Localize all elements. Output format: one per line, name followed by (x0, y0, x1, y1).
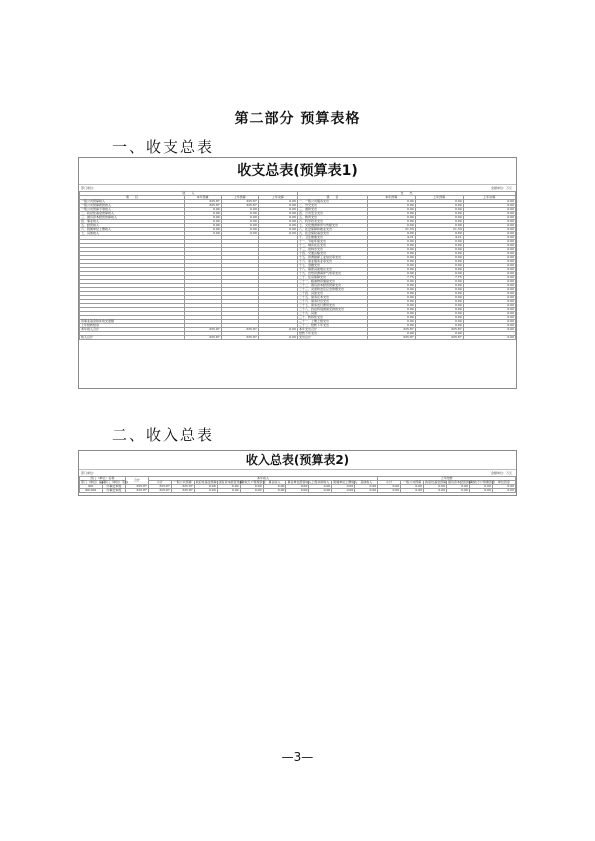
table-cell: 0.00 (367, 268, 415, 272)
table-cell: 0.00 (463, 220, 515, 224)
table-cell: 二十三、灾害防治及应急管理支出 (297, 288, 367, 292)
table-cell: 0.00 (492, 485, 515, 489)
table-cell: 0.00 (367, 256, 415, 260)
group-header: 上年结转 (378, 477, 516, 481)
table-cell: 325.87 (184, 204, 221, 208)
table-cell: 0.00 (217, 489, 240, 493)
table-cell: 0.00 (415, 308, 463, 312)
table-cell: 325.87 (184, 328, 221, 332)
table-cell: 0.00 (463, 284, 515, 288)
table-cell: 0.00 (415, 212, 463, 216)
table-cell: 三、国有资本经营预算收入 (80, 216, 185, 220)
table-cell: 0.00 (221, 228, 258, 232)
table-cell: 0.00 (463, 200, 515, 204)
table-cell: 0.00 (463, 336, 515, 340)
table-cell: 0.00 (463, 252, 515, 256)
table-cell: 0.00 (378, 485, 401, 489)
table-cell: 0.00 (463, 296, 515, 300)
table-cell: 六、科学技术支出 (297, 220, 367, 224)
table-cell: 0.00 (332, 485, 355, 489)
table-cell: 0.00 (367, 216, 415, 220)
table-cell: 六、附属单位上缴收入 (80, 228, 185, 232)
table-cell: 325.87 (415, 328, 463, 332)
table-cell: 0.00 (258, 220, 297, 224)
table-cell: 0.00 (367, 248, 415, 252)
col-header: 部门（单位）名称 (103, 480, 128, 484)
table-cell: 0.00 (367, 220, 415, 224)
col-header: 项 目 (80, 196, 185, 200)
page-number: —3— (281, 750, 314, 764)
amount-unit: 金额单位：万元 (490, 186, 512, 190)
table-cell: 0.00 (463, 288, 515, 292)
table-cell: 0.00 (221, 220, 258, 224)
table-cell: 0.00 (367, 284, 415, 288)
table-cell: 0.00 (463, 324, 515, 328)
table-cell: 0.00 (415, 284, 463, 288)
table-cell: 0.00 (463, 308, 515, 312)
table-cell: 七、文化旅游体育与传媒支出 (297, 224, 367, 228)
table-cell: 三十、转移性支出 (297, 316, 367, 320)
table-cell: 0.00 (184, 220, 221, 224)
col-header: 本年预算 (184, 196, 221, 200)
table-cell: 十八、援助其他地区支出 (297, 268, 367, 272)
section-title-income-expense: 一、收支总表 (112, 138, 215, 156)
income-table (79, 476, 516, 493)
table-cell: 0.00 (463, 232, 515, 236)
table-cell: 0.00 (217, 485, 240, 489)
table-cell: 十、卫生健康支出 (297, 236, 367, 240)
table-cell: 二、政府性基金预算收入 (80, 212, 185, 216)
table-cell: 0.00 (424, 485, 447, 489)
table-cell: 十二、城乡社区支出 (297, 244, 367, 248)
amount-unit: 金额单位：万元 (490, 471, 512, 475)
table-cell: 0.00 (415, 332, 463, 336)
group-header: 部门（单位）名称 (80, 477, 126, 481)
col-header: 事业收入 (263, 481, 286, 485)
col-header: 上年预算 (415, 196, 463, 200)
table-cell: 0.00 (221, 216, 258, 220)
table-cell: 0.00 (463, 280, 515, 284)
table-cell: 4.21 (415, 236, 463, 240)
table-cell: 0.00 (309, 489, 332, 493)
table-cell: 0.00 (258, 200, 297, 204)
table-cell: 0.00 (240, 489, 263, 493)
table-cell: 325.87 (221, 200, 258, 204)
table-cell: 一、一般公共服务支出 (297, 200, 367, 204)
table-cell: 办事处本级 (102, 485, 125, 489)
table-cell: 0.00 (355, 489, 378, 493)
table-cell: 0.00 (415, 232, 463, 236)
col-header: 政府性基金预算 (425, 480, 447, 484)
table-cell: 0.00 (415, 292, 463, 296)
table-cell: 0.00 (258, 212, 297, 216)
table-cell: 21.33 (415, 228, 463, 232)
table-cell: 0.00 (367, 296, 415, 300)
table-cell: 0.00 (463, 236, 515, 240)
table-cell: 0.00 (367, 264, 415, 268)
col-header: 财政专户管理资金 (470, 480, 495, 484)
group-header: 本年收入 (148, 477, 377, 481)
table-row (80, 489, 516, 493)
table-cell: 二十、住房保障支出 (297, 276, 367, 280)
table-cell: 0.00 (463, 312, 515, 316)
table-cell: 0.00 (415, 300, 463, 304)
income-expense-table (79, 191, 516, 340)
table-cell: 0.00 (258, 208, 297, 212)
table-cell: 七、其他收入 (80, 232, 185, 236)
table-cell: 三十二、结转下年支出 (297, 324, 367, 328)
table-cell: 二、外交支出 (297, 204, 367, 208)
col-header: 小计 (378, 481, 401, 485)
table-cell: 十九、自然资源海洋气象等支出 (297, 272, 367, 276)
table-cell: 901 (80, 485, 103, 489)
table-cell: 十五、资源勘探工业信息等支出 (297, 256, 367, 260)
table-cell: 0.00 (184, 228, 221, 232)
table-cell: 0.00 (415, 240, 463, 244)
table-cell: 用事业基金弥补收支差额 (80, 320, 185, 324)
table-cell: 0.00 (367, 312, 415, 316)
table-cell: 十四、交通运输支出 (297, 252, 367, 256)
table-cell: 0.00 (367, 212, 415, 216)
table-cell: 0.00 (415, 200, 463, 204)
table-cell: 0.00 (367, 240, 415, 244)
table-cell: 0.00 (415, 304, 463, 308)
table-cell: 二十八、抗疫特别国债安排的支出 (297, 308, 367, 312)
table-cell: 21.33 (367, 228, 415, 232)
col-header: 一般公共预算 (401, 481, 424, 485)
table-cell: 0.00 (415, 272, 463, 276)
table-cell: 0.00 (424, 489, 447, 493)
table-cell: 0.00 (367, 208, 415, 212)
table-cell: 0.00 (221, 232, 258, 236)
table-cell: 0.00 (221, 212, 258, 216)
table-cell: 0.00 (463, 208, 515, 212)
table-cell: 0.00 (286, 485, 309, 489)
table-cell: 0.00 (263, 489, 286, 493)
table-cell: 0.00 (240, 485, 263, 489)
table-cell: 本年收入合计 (80, 328, 185, 332)
sheet-title: 收入总表(预算表2) (79, 451, 516, 470)
table-cell: 二十九、其他 (297, 312, 367, 316)
col-header: 部门（单位）编码 (81, 480, 106, 484)
table-cell: 0.00 (258, 336, 297, 340)
expense-header: 支 出 (297, 192, 515, 196)
col-header: 政府性基金预算 (195, 480, 217, 484)
table-cell: 325.87 (221, 336, 258, 340)
table-cell: 0.00 (263, 485, 286, 489)
table-row (80, 336, 516, 340)
table-cell: 0.00 (184, 216, 221, 220)
table-cell: 十六、商业服务业等支出 (297, 260, 367, 264)
table-cell: 0.00 (469, 485, 492, 489)
table-cell: 五、经营收入 (80, 224, 185, 228)
table-cell: 901001 (80, 489, 103, 493)
table-cell: 0.00 (184, 208, 221, 212)
table-cell: 325.87 (184, 200, 221, 204)
table-cell: 0.00 (401, 489, 424, 493)
table-cell: 325.87 (125, 489, 148, 493)
table-cell: 0.00 (367, 308, 415, 312)
sheet-meta (79, 470, 516, 476)
table-cell: 0.00 (184, 232, 221, 236)
col-header: 项 目 (297, 196, 367, 200)
table-cell: 0.00 (194, 485, 217, 489)
table-cell: 0.00 (463, 304, 515, 308)
table-cell: 0.00 (415, 248, 463, 252)
col-header: 国有资本经营预算 (218, 480, 243, 484)
table-cell: 0.00 (221, 208, 258, 212)
table-cell: 0.00 (463, 292, 515, 296)
table-cell: 0.00 (258, 204, 297, 208)
table-cell: 325.87 (148, 489, 171, 493)
income-expense-summary-sheet (78, 157, 517, 389)
table-cell: 0.00 (415, 216, 463, 220)
section-title-income: 二、收入总表 (112, 426, 215, 444)
col-header: 事业单位经营收入 (287, 480, 312, 484)
table-cell: 二十二、国有资本经营预算支出 (297, 284, 367, 288)
table-cell: 0.00 (415, 264, 463, 268)
table-cell: 325.87 (125, 485, 148, 489)
table-cell: 十七、金融支出 (297, 264, 367, 268)
table-cell: 0.00 (367, 324, 415, 328)
table-cell: 0.00 (367, 300, 415, 304)
table-cell: 325.87 (148, 485, 171, 489)
table-cell: 一般公共预算专项收入 (80, 208, 185, 212)
table-cell: 325.87 (184, 336, 221, 340)
table-cell: 三、国防支出 (297, 208, 367, 212)
table-cell: 0.00 (415, 288, 463, 292)
table-cell: 325.87 (221, 204, 258, 208)
income-header: 收 入 (80, 192, 298, 196)
table-cell: 二十四、其他支出 (297, 292, 367, 296)
table-cell: 0.00 (415, 324, 463, 328)
table-cell: 0.00 (415, 260, 463, 264)
table-cell: 0.00 (469, 489, 492, 493)
col-header: 其他收入 (355, 481, 378, 485)
table-cell: 0.00 (367, 272, 415, 276)
table-cell: 0.00 (367, 280, 415, 284)
table-cell: 0.00 (367, 292, 415, 296)
table-cell: 0.00 (463, 300, 515, 304)
table-cell: 0.00 (355, 485, 378, 489)
col-header: 附属单位上缴收入 (333, 480, 358, 484)
table-cell: 0.00 (415, 280, 463, 284)
table-cell: 0.00 (463, 248, 515, 252)
unit-label: 部门单位： (81, 186, 97, 190)
table-cell: 支出总计 (297, 336, 367, 340)
table-cell: 0.00 (367, 320, 415, 324)
part-title: 第二部分 预算表格 (234, 111, 361, 127)
table-cell: 十一、节能环保支出 (297, 240, 367, 244)
table-cell: 0.00 (463, 244, 515, 248)
table-cell: 0.00 (463, 240, 515, 244)
col-header: 一般公共预算 (171, 481, 194, 485)
table-cell: 0.00 (332, 489, 355, 493)
col-header: 国有资本经营预算 (448, 480, 473, 484)
table-cell: 0.00 (415, 204, 463, 208)
table-cell: 收入总计 (80, 336, 185, 340)
table-cell: 0.00 (258, 216, 297, 220)
table-cell: 0.00 (415, 224, 463, 228)
table-cell: 四、事业收入 (80, 220, 185, 224)
table-cell: 0.00 (463, 320, 515, 324)
table-cell: 325.87 (171, 485, 194, 489)
table-cell: 0.00 (463, 228, 515, 232)
table-cell: 0.00 (378, 489, 401, 493)
table-cell: 十三、农林水支出 (297, 248, 367, 252)
col-header: 上年预算 (221, 196, 258, 200)
table-cell: 0.00 (463, 204, 515, 208)
table-cell: 0.00 (415, 316, 463, 320)
sheet-meta (79, 185, 516, 191)
table-cell: 0.00 (309, 485, 332, 489)
table-cell: 0.00 (258, 224, 297, 228)
table-cell: 一般公共预算拨款收入 (80, 204, 185, 208)
unit-label: 部门单位： (81, 471, 97, 475)
table-cell: 0.00 (367, 304, 415, 308)
table-cell: 本年支出合计 (297, 328, 367, 332)
col-header: 单位资金 (492, 481, 515, 485)
table-cell: 0.00 (367, 244, 415, 248)
col-header: 上级补助收入 (309, 481, 332, 485)
table-cell: 0.00 (463, 328, 515, 332)
table-cell: 九、社会保险基金支出 (297, 232, 367, 236)
table-cell: 0.00 (194, 489, 217, 493)
table-cell: 二十一、粮油物资储备支出 (297, 280, 367, 284)
table-cell: 0.00 (463, 224, 515, 228)
col-header: 财政专户管理资金 (241, 480, 266, 484)
table-cell: 325.87 (221, 328, 258, 332)
table-cell: 0.00 (258, 328, 297, 332)
table-cell: 0.00 (367, 204, 415, 208)
table-cell: 0.00 (258, 228, 297, 232)
table-cell: 办事处本级 (102, 489, 125, 493)
table-cell: 0.00 (463, 212, 515, 216)
table-cell: 0.00 (415, 256, 463, 260)
table-cell: 结转下年支出 (297, 332, 367, 336)
table-cell: 0.00 (415, 220, 463, 224)
table-cell: 0.00 (401, 485, 424, 489)
table-cell: 0.00 (463, 276, 515, 280)
table-cell: 0.00 (184, 212, 221, 216)
table-cell: 0.00 (463, 264, 515, 268)
col-header: 上年决算 (258, 196, 297, 200)
table-cell: 0.00 (415, 320, 463, 324)
table-cell: 0.00 (463, 260, 515, 264)
table-cell: 上年结转结余 (80, 324, 185, 328)
table-cell: 0.00 (415, 268, 463, 272)
col-header: 上年决算 (463, 196, 515, 200)
table-cell: 0.00 (367, 224, 415, 228)
col-header: 小计 (148, 481, 171, 485)
sheet-title: 收支总表(预算表1) (79, 158, 516, 185)
table-cell: 0.00 (415, 244, 463, 248)
table-cell: 0.00 (415, 312, 463, 316)
table-cell: 0.00 (258, 232, 297, 236)
table-cell: 0.00 (286, 489, 309, 493)
table-cell: 4.21 (367, 236, 415, 240)
table-cell: 0.00 (447, 485, 470, 489)
table-cell: 0.00 (415, 252, 463, 256)
table-cell: 0.00 (447, 489, 470, 493)
table-cell: 五、教育支出 (297, 216, 367, 220)
table-cell: 一般公共预算收入 (80, 200, 185, 204)
table-cell: 0.00 (184, 224, 221, 228)
table-cell: 三十一、上缴上级支出 (297, 320, 367, 324)
table-cell: 0.00 (367, 332, 415, 336)
table-cell: 0.00 (367, 288, 415, 292)
table-cell: 0.00 (463, 268, 515, 272)
table-cell: 0.00 (367, 260, 415, 264)
table-cell: 0.00 (367, 200, 415, 204)
table-cell: 0.00 (463, 316, 515, 320)
table-cell: 0.00 (492, 489, 515, 493)
table-cell: 四、公共安全支出 (297, 212, 367, 216)
table-cell: 0.00 (415, 208, 463, 212)
table-cell: 325.87 (367, 336, 415, 340)
table-cell: 0.00 (463, 256, 515, 260)
table-cell: 7.75 (415, 276, 463, 280)
table-cell: 0.00 (367, 232, 415, 236)
table-cell: 0.00 (415, 296, 463, 300)
table-cell: 0.00 (221, 224, 258, 228)
group-header: 合计 (125, 477, 148, 485)
table-cell: 325.87 (415, 336, 463, 340)
col-header: 本年预算 (367, 196, 415, 200)
table-cell: 7.75 (367, 276, 415, 280)
table-cell: 八、社会保障和就业支出 (297, 228, 367, 232)
table-cell: 0.00 (463, 272, 515, 276)
table-cell: 二十七、债务发行费用支出 (297, 304, 367, 308)
table-cell: 325.87 (367, 328, 415, 332)
table-cell: 0.00 (463, 216, 515, 220)
table-cell: 0.00 (367, 316, 415, 320)
table-cell: 325.87 (171, 489, 194, 493)
table-cell: 二十六、债务付息支出 (297, 300, 367, 304)
table-cell: 二十五、债务还本支出 (297, 296, 367, 300)
table-cell: 0.00 (367, 252, 415, 256)
income-summary-sheet (78, 450, 517, 496)
